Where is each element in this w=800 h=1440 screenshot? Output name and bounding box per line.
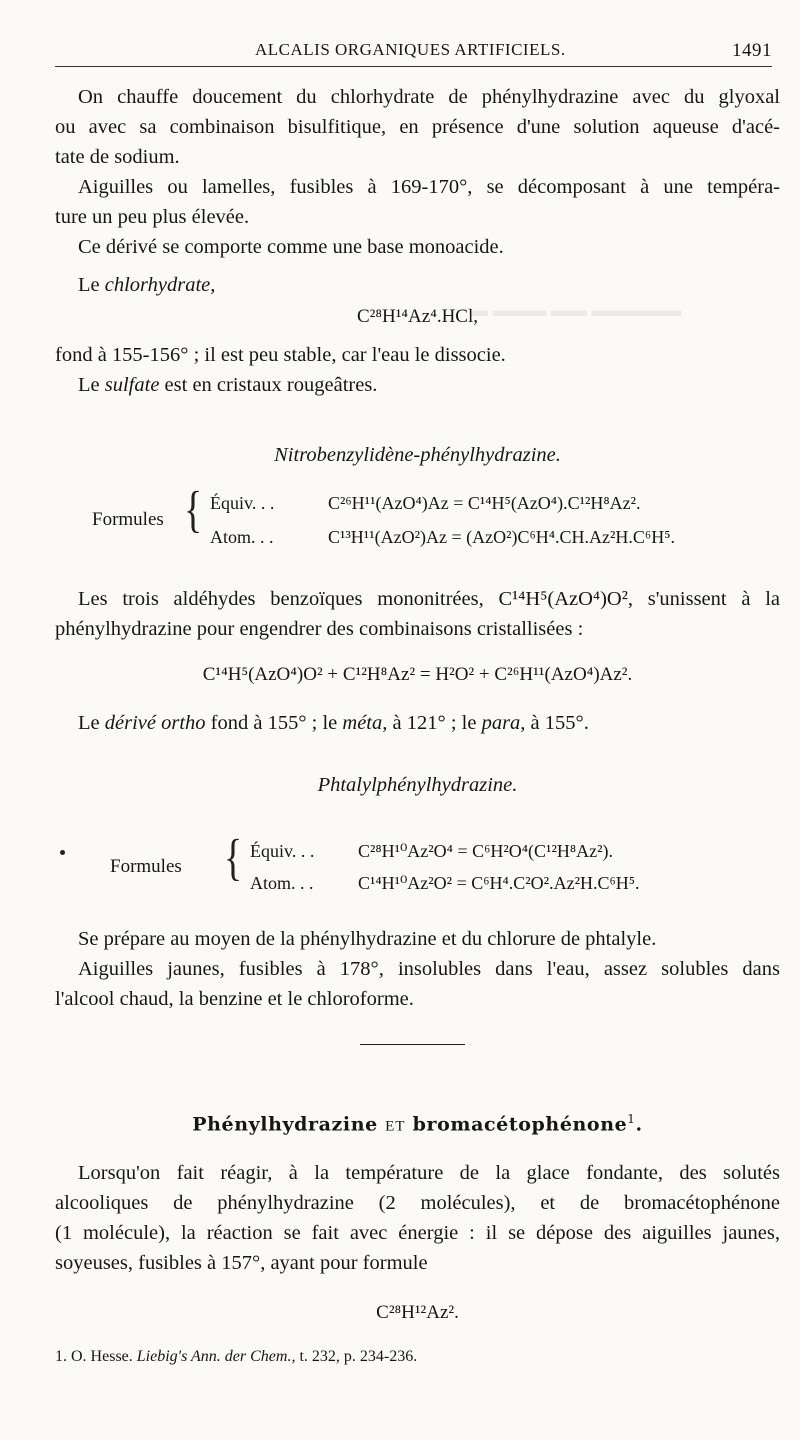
para1-line2: ou avec sa combinaison bisulfitique, en présence d'une solution aqueuse d'acé-	[55, 116, 780, 138]
para3: Ce dérivé se comporte comme une base monoacide.	[78, 236, 504, 258]
nitro-formulas-label: Formules	[92, 509, 164, 530]
nitro-title: Nitrobenzylidène-phénylhydrazine.	[274, 444, 561, 466]
phtalyl-atom-formula: C¹⁴H¹⁰Az²O² = C⁶H⁴.C²O².Az²H.C⁶H⁵.	[358, 873, 640, 893]
isomer-meta: méta,	[342, 712, 388, 734]
phtalyl-line1: Se prépare au moyen de la phénylhydrazine et du chlorure de phtalyle.	[78, 928, 657, 950]
nitro-brace: {	[184, 481, 203, 539]
nitro-text-line2: phénylhydrazine pour engendrer des combinaisons cristallisées :	[55, 618, 584, 640]
chlorhydrate-name: chlorhydrate,	[104, 274, 216, 296]
nitro-atom-formula: C¹³H¹¹(AzO²)Az = (AzO²)C⁶H⁴.CH.Az²H.C⁶H⁵.	[328, 527, 675, 547]
sulfate-rest: est en cristaux rougeâtres.	[159, 374, 378, 396]
bromo-line2: alcooliques de phénylhydrazine (2 molécules), et de bromacétophénone	[55, 1192, 780, 1214]
running-title: ALCALIS ORGANIQUES ARTIFICIELS.	[255, 40, 566, 59]
phtalyl-formulas-label: Formules	[110, 856, 182, 877]
para2-line1: Aiguilles ou lamelles, fusibles à 169-170°, se décomposant à une tempéra-	[78, 176, 780, 198]
para1-line1: On chauffe doucement du chlorhydrate de phénylhydrazine avec du glyoxal	[78, 86, 780, 108]
bromo-line1: Lorsqu'on fait réagir, à la température de la glace fondante, des solutés	[78, 1162, 780, 1184]
page-number: 1491	[732, 40, 772, 61]
bromo-formula: C²⁸H¹²Az².	[376, 1302, 459, 1323]
chlorhydrate-line: fond à 155-156° ; il est peu stable, car l'eau le dissocie.	[55, 344, 506, 366]
isomer-ortho: dérivé ortho	[104, 712, 206, 734]
isomers-text-1: Le	[78, 712, 105, 734]
nitro-equiv-label: Équiv. . .	[210, 493, 275, 513]
bromo-line4: soyeuses, fusibles à 157°, ayant pour formule	[55, 1252, 428, 1274]
bromo-title-a: Phénylhydrazine	[192, 1113, 378, 1136]
phtalyl-equiv-label: Équiv. . .	[250, 841, 315, 861]
bromo-title-b: bromacétophénone	[412, 1113, 628, 1136]
para2-line2: ture un peu plus élevée.	[55, 206, 250, 228]
chlorhydrate-heading	[78, 270, 215, 300]
isomers-text-4: à 155°.	[525, 712, 589, 734]
sulfate-line	[78, 370, 377, 400]
ink-speck	[60, 850, 65, 855]
chlorhydrate-lead: Le	[78, 274, 105, 296]
sulfate-name: sulfate	[104, 374, 160, 396]
header-rule	[55, 66, 772, 67]
chlorhydrate-formula: C²⁸H¹⁴Az⁴.HCl,	[357, 306, 478, 327]
nitro-text-line1: Les trois aldéhydes benzoïques mononitrées, C¹⁴H⁵(AzO⁴)O², s'unissent à la	[78, 588, 780, 610]
footnote-marker: 1	[627, 1112, 636, 1126]
phtalyl-atom-label: Atom. . .	[250, 873, 314, 893]
footnote	[55, 1348, 417, 1366]
nitro-reaction: C¹⁴H⁵(AzO⁴)O² + C¹²H⁸Az² = H²O² + C²⁶H¹¹(AzO⁴)Az².	[202, 664, 633, 685]
phtalyl-line3: l'alcool chaud, la benzine et le chloroforme.	[55, 988, 414, 1010]
isomers-text-2: fond à 155° ; le	[205, 712, 343, 734]
para1-line3: tate de sodium.	[55, 146, 180, 168]
phtalyl-line2: Aiguilles jaunes, fusibles à 178°, insolubles dans l'eau, assez solubles dans	[78, 958, 780, 980]
nitro-atom-label: Atom. . .	[210, 527, 274, 547]
isomer-para: para,	[481, 712, 526, 734]
bromo-line3: (1 molécule), la réaction se fait avec énergie : il se dépose des aiguilles jaunes,	[55, 1222, 780, 1244]
running-header	[55, 40, 772, 66]
bromo-title-et: ET	[385, 1118, 406, 1135]
nitro-equiv-formula: C²⁶H¹¹(AzO⁴)Az = C¹⁴H⁵(AzO⁴).C¹²H⁸Az².	[328, 493, 641, 513]
footnote-journal: Liebig's Ann. der Chem.,	[136, 1348, 296, 1365]
footnote-author: O. Hesse.	[71, 1348, 133, 1365]
phtalyl-brace: {	[224, 829, 243, 887]
phtalyl-equiv-formula: C²⁸H¹⁰Az²O⁴ = C⁶H²O⁴(C¹²H⁸Az²).	[358, 841, 613, 861]
footnote-ref: t. 232, p. 234-236.	[299, 1348, 418, 1365]
phtalyl-title: Phtalylphénylhydrazine.	[317, 774, 518, 796]
bromo-title: Phénylhydrazine ET bromacétophénone$^1$.	[192, 1112, 643, 1136]
section-divider	[360, 1044, 465, 1045]
footnote-number: 1.	[55, 1348, 67, 1365]
isomers-text-3: à 121° ; le	[387, 712, 482, 734]
sulfate-lead: Le	[78, 374, 105, 396]
show-through-text: ▬ ▬▬▬ ▬▬ ▬▬▬▬▬	[470, 300, 682, 320]
nitro-isomers	[78, 708, 589, 738]
